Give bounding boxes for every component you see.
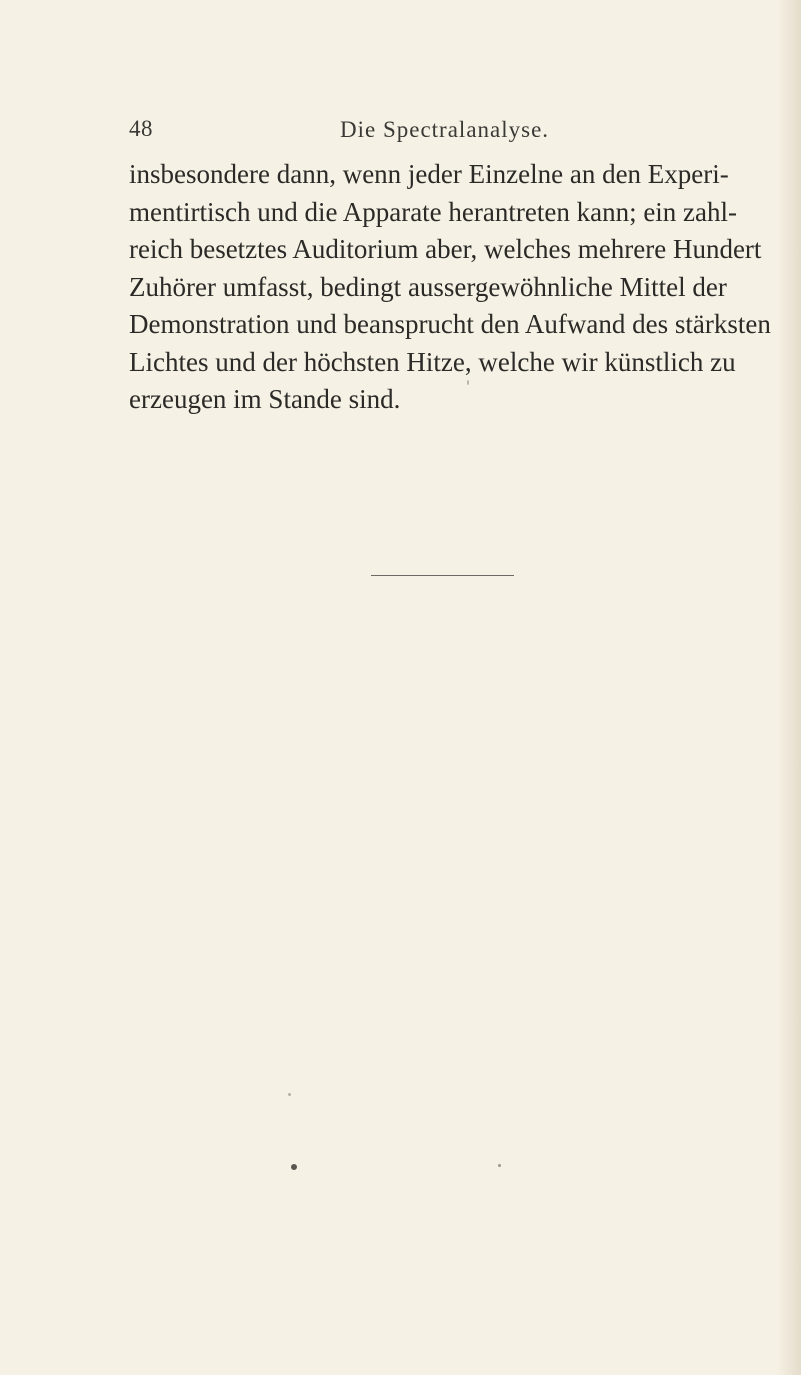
page-number: 48 bbox=[129, 116, 153, 141]
paper-speck bbox=[467, 380, 469, 385]
text-line: mentirtisch und die Apparate herantreten kann; ein zahl- bbox=[129, 196, 738, 227]
text-line: Demonstration und beansprucht den Aufwand des stärksten bbox=[129, 309, 771, 339]
running-head: Die Spectralanalyse. bbox=[340, 117, 550, 142]
text-line: reich besetztes Auditorium aber, welches mehrere Hundert bbox=[129, 234, 762, 264]
text-line-last: erzeugen im Stande sind. bbox=[129, 384, 401, 414]
text-line: insbesondere dann, wenn jeder Einzelne an den Experi- bbox=[129, 159, 729, 189]
section-end-rule bbox=[371, 575, 514, 576]
body-paragraph bbox=[129, 156, 771, 419]
paper-speck bbox=[291, 1164, 297, 1170]
text-line: Zuhörer umfasst, bedingt aussergewöhnliche Mittel der bbox=[129, 271, 727, 302]
paper-speck bbox=[498, 1164, 501, 1167]
text-line: Lichtes und der höchsten Hitze, welche wir künstlich zu bbox=[129, 346, 736, 377]
paper-speck bbox=[288, 1093, 291, 1096]
